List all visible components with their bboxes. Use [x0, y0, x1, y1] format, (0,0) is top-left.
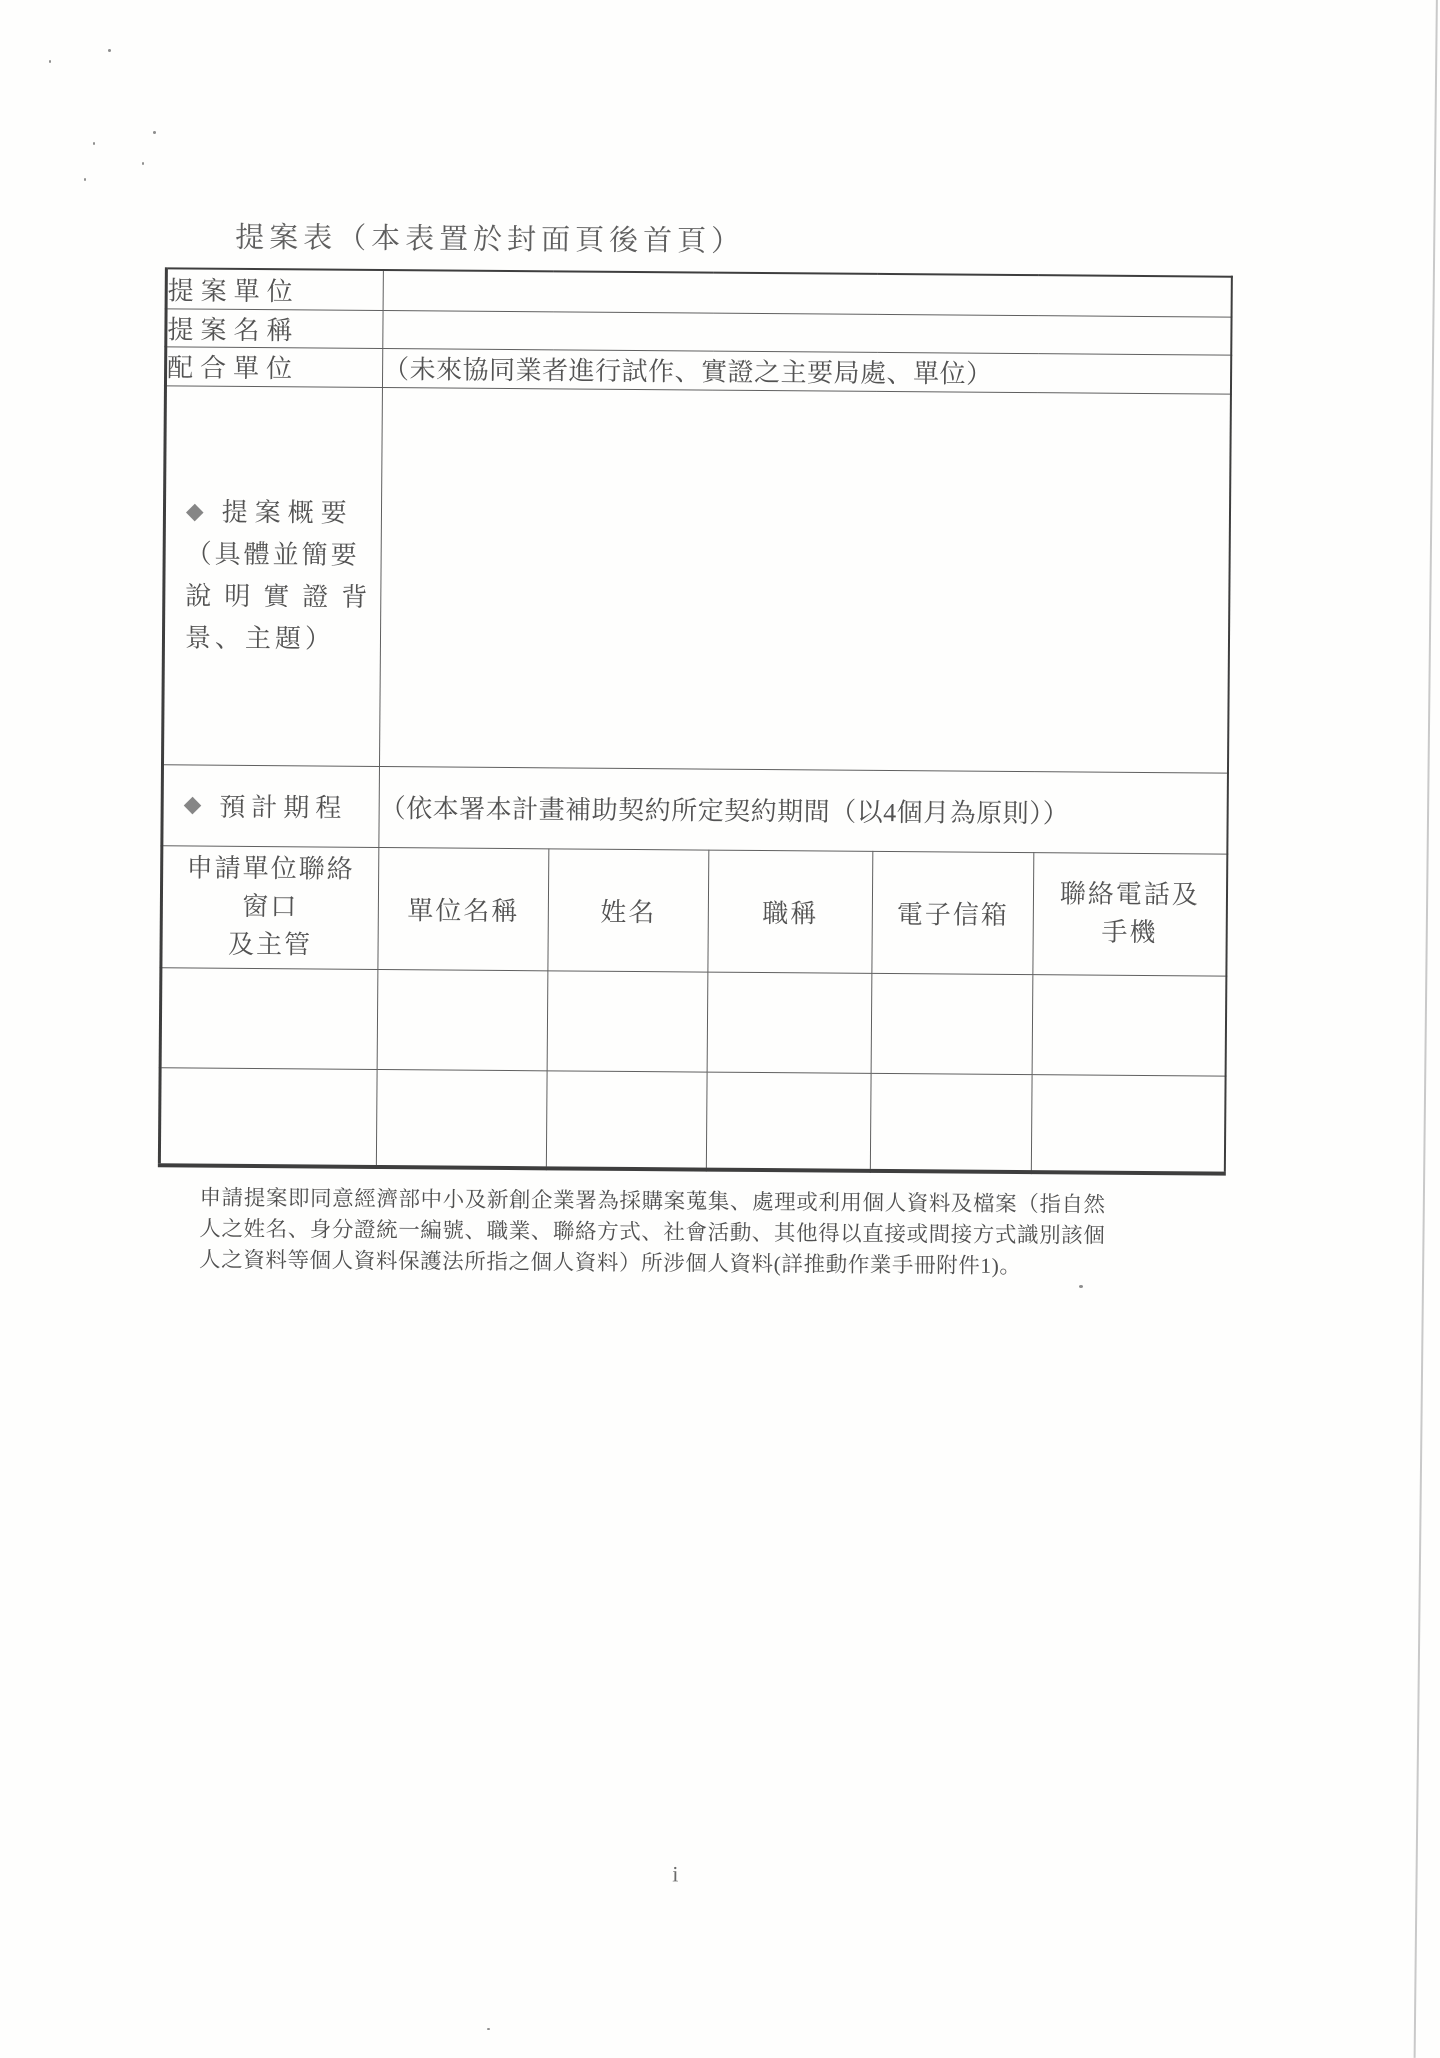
contact-header-row	[161, 845, 1227, 975]
table-cell	[706, 1072, 871, 1171]
phone-header: 聯絡電話及 手機	[1033, 852, 1227, 976]
summary-note-line2: 說明實證背	[185, 580, 381, 612]
contact-window-header: 申請單位聯絡 窗口 及主管	[161, 845, 379, 969]
table-cell	[547, 970, 708, 1071]
table-cell	[159, 1067, 377, 1167]
scan-speck	[142, 162, 144, 165]
proposal-unit-value	[383, 270, 1231, 317]
table-cell	[1032, 974, 1226, 1076]
row-schedule	[162, 764, 1228, 853]
name-header: 姓名	[548, 848, 709, 971]
schedule-value: （依本署本計畫補助契約所定契約期間（以4個月為原則））	[379, 766, 1228, 854]
summary-label-cell	[163, 385, 383, 766]
scan-speck	[108, 49, 111, 52]
job-title-header: 職稱	[708, 850, 873, 973]
summary-label	[165, 491, 381, 661]
scan-speck	[1079, 1285, 1083, 1288]
table-cell	[160, 967, 378, 1069]
summary-value	[379, 387, 1230, 773]
unit-name-header: 單位名稱	[378, 847, 549, 970]
row-summary	[163, 385, 1231, 772]
table-cell	[376, 1069, 547, 1168]
privacy-notice-line: 人之資料等個人資料保護法所指之個人資料）所涉個人資料(詳推動作業手冊附件1)。	[199, 1247, 1022, 1279]
proposal-name-value	[383, 310, 1231, 355]
proposal-name-label: 提案名稱	[166, 308, 383, 348]
table-cell	[871, 973, 1033, 1074]
privacy-notice-line: 人之姓名、身分證統一編號、職業、聯絡方式、社會活動、其他得以直接或間接方式識別該個	[199, 1216, 1106, 1248]
schedule-label: 預計期程	[219, 792, 348, 823]
scan-speck	[49, 60, 51, 63]
diamond-icon: ◆	[183, 791, 202, 818]
contact-body-row	[160, 967, 1226, 1075]
table-cell	[377, 969, 548, 1070]
table-cell	[546, 1070, 707, 1169]
table-cell	[870, 1073, 1032, 1172]
cooperating-unit-value: （未來協同業者進行試作、實證之主要局處、單位）	[382, 348, 1230, 394]
scan-speck	[487, 2028, 490, 2030]
summary-note-line1: （具體並簡要	[185, 538, 360, 570]
page-number: i	[672, 1861, 679, 1887]
schedule-label-cell	[162, 764, 380, 847]
privacy-notice-line: 申請提案即同意經濟部中小及新創企業署為採購案蒐集、處理或利用個人資料及檔案（指自然	[199, 1185, 1106, 1217]
email-header: 電子信箱	[872, 851, 1034, 974]
summary-title: 提案概要	[221, 497, 354, 528]
privacy-notice	[199, 1183, 1160, 1284]
contact-body-row	[159, 1067, 1225, 1173]
proposal-unit-label: 提案單位	[166, 268, 383, 310]
cooperating-unit-label: 配合單位	[165, 346, 382, 387]
scan-speck	[153, 131, 156, 134]
table-cell	[1031, 1074, 1225, 1174]
diamond-icon: ◆	[185, 498, 204, 525]
proposal-form-table	[158, 267, 1233, 1175]
scan-speck	[93, 142, 95, 145]
summary-note-line3: 景、主題）	[184, 622, 336, 654]
table-cell	[707, 972, 872, 1073]
page-title: 提案表（本表置於封面頁後首頁）	[235, 221, 746, 258]
scan-speck	[84, 178, 86, 181]
